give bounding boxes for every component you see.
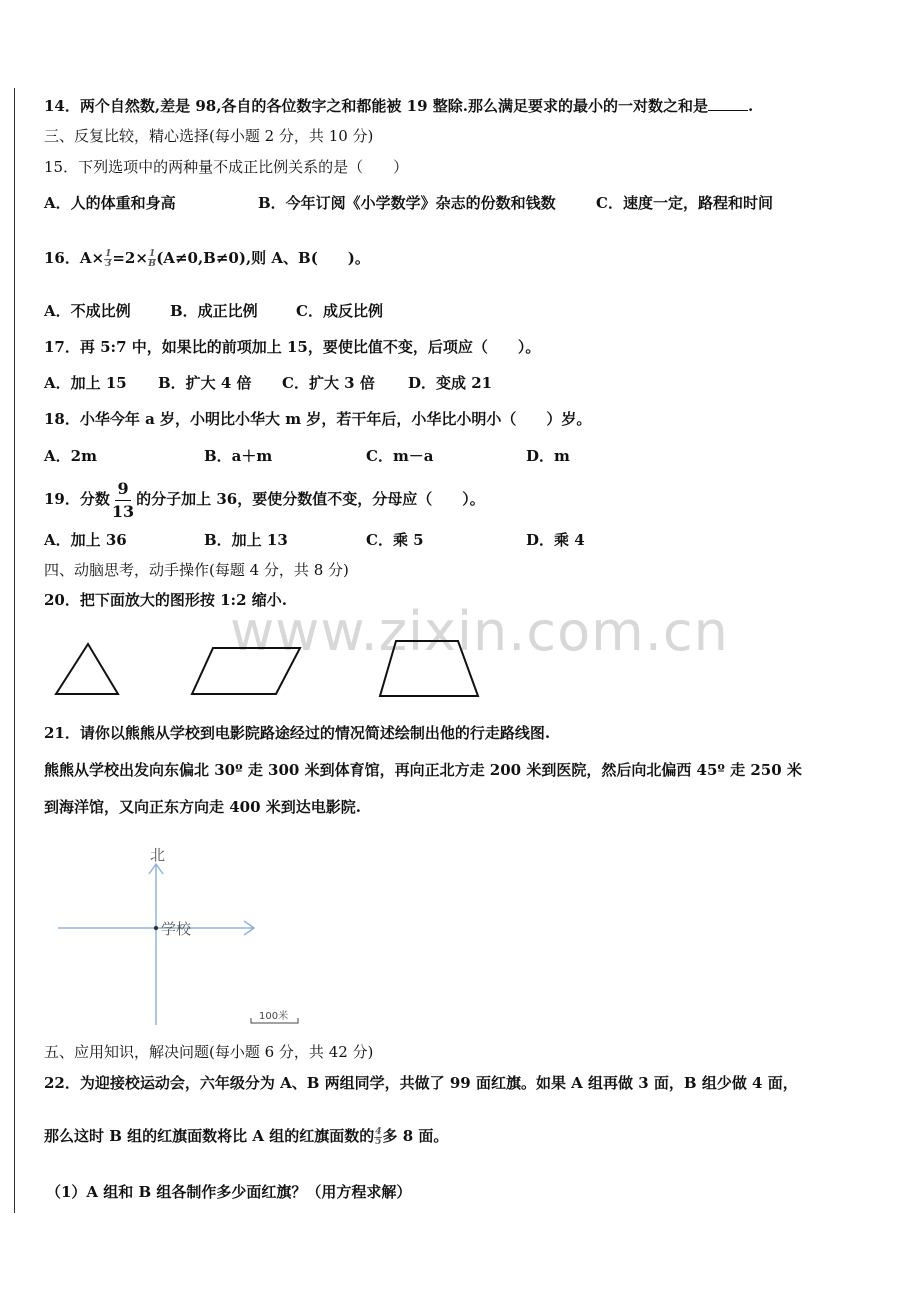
q18-option-b[interactable]: B．a＋m [204, 447, 273, 465]
q22-line-2 [44, 1126, 448, 1147]
q19-option-c[interactable]: C．乘 5 [366, 531, 424, 549]
q22-subquestion-1: （1）A 组和 B 组各制作多少面红旗？（用方程求解） [46, 1183, 412, 1201]
q16-middle: =2× [112, 249, 148, 267]
question-18: 18．小华今年 a 岁，小明比小华大 m 岁，若干年后，小华比小明小（ ）岁。 [44, 410, 592, 428]
scale-label: 100米 [259, 1011, 289, 1022]
q15-option-a[interactable]: A．人的体重和身高 [44, 194, 176, 212]
q22-text2-suffix: 多 8 面。 [382, 1127, 449, 1145]
q22-frac-den: 5 [375, 1136, 382, 1147]
q16-suffix: (A≠0,B≠0),则 A、B( )。 [156, 249, 370, 267]
q16-frac2-den: B [148, 258, 156, 269]
q14-body: 两个自然数,差是 98,各自的各位数字之和都能被 19 整除.那么满足要求的最小的一对数之和是 [79, 97, 708, 115]
question-22: 22．为迎接校运动会，六年级分为 A、B 两组同学，共做了 99 面红旗。如果 A 组再做 3 面，B 组少做 4 面， [44, 1074, 798, 1092]
q19-option-d[interactable]: D．乘 4 [526, 531, 585, 549]
section-3-heading: 三、反复比较，精心选择(每小题 2 分，共 10 分) [44, 127, 374, 145]
q19-frac-num: 9 [115, 478, 130, 501]
q19-option-a[interactable]: A．加上 36 [44, 531, 127, 549]
q16-option-c[interactable]: C．成反比例 [296, 302, 383, 320]
school-point [154, 926, 158, 930]
q19-suffix: 的分子加上 36，要使分数值不变，分母应（ ）。 [136, 490, 485, 508]
section-5-heading: 五、应用知识，解决问题(每小题 6 分，共 42 分) [44, 1043, 374, 1061]
question-15: 15．下列选项中的两种量不成正比例关系的是（ ） [44, 158, 409, 176]
q19-prefix: 19．分数 [44, 490, 110, 508]
q16-frac2-num: 1 [148, 248, 156, 259]
q22-frac-num: 4 [375, 1126, 382, 1137]
q19-option-b[interactable]: B．加上 13 [204, 531, 288, 549]
q18-option-c[interactable]: C．m－a [366, 447, 434, 465]
q15-option-b[interactable]: B．今年订阅《小学数学》杂志的份数和钱数 [258, 194, 556, 212]
school-label: 学校 [161, 920, 192, 938]
q15-option-c[interactable]: C．速度一定，路程和时间 [596, 194, 773, 212]
q16-option-a[interactable]: A．不成比例 [44, 302, 131, 320]
q19-frac-den: 13 [111, 501, 135, 521]
q17-option-c[interactable]: C．扩大 3 倍 [282, 374, 375, 392]
watermark: www.zixin.com.cn [230, 600, 729, 663]
north-label: 北 [150, 846, 166, 864]
q17-option-b[interactable]: B．扩大 4 倍 [158, 374, 252, 392]
q22-text2-prefix: 那么这时 B 组的红旗面数将比 A 组的红旗面数的 [44, 1127, 375, 1145]
q16-option-b[interactable]: B．成正比例 [170, 302, 258, 320]
section-4-heading: 四、动脑思考，动手操作(每题 4 分，共 8 分) [44, 561, 349, 579]
q14-text: 14． [44, 97, 80, 115]
q21-description-1: 熊熊从学校出发向东偏北 30º 走 300 米到体育馆，再向正北方走 200 米到医院，然后向北偏西 45º 走 250 米 [44, 761, 802, 779]
q17-option-a[interactable]: A．加上 15 [44, 374, 127, 392]
q18-option-d[interactable]: D．m [526, 447, 570, 465]
q14-end: . [747, 97, 754, 115]
q16-frac1-num: 1 [105, 248, 112, 259]
q17-option-d[interactable]: D．变成 21 [408, 374, 493, 392]
question-20: 20．把下面放大的图形按 1:2 缩小. [44, 591, 287, 609]
q16-prefix: 16．A× [44, 249, 105, 267]
q16-frac1-den: 3 [105, 258, 112, 269]
q18-option-a[interactable]: A．2m [44, 447, 97, 465]
q21-description-2: 到海洋馆，又向正东方向走 400 米到达电影院. [44, 798, 361, 816]
question-17: 17．再 5:7 中，如果比的前项加上 15，要使比值不变，后项应（ ）。 [44, 338, 541, 356]
question-21: 21．请你以熊熊从学校到电影院路途经过的情况简述绘制出他的行走路线图. [44, 724, 551, 742]
